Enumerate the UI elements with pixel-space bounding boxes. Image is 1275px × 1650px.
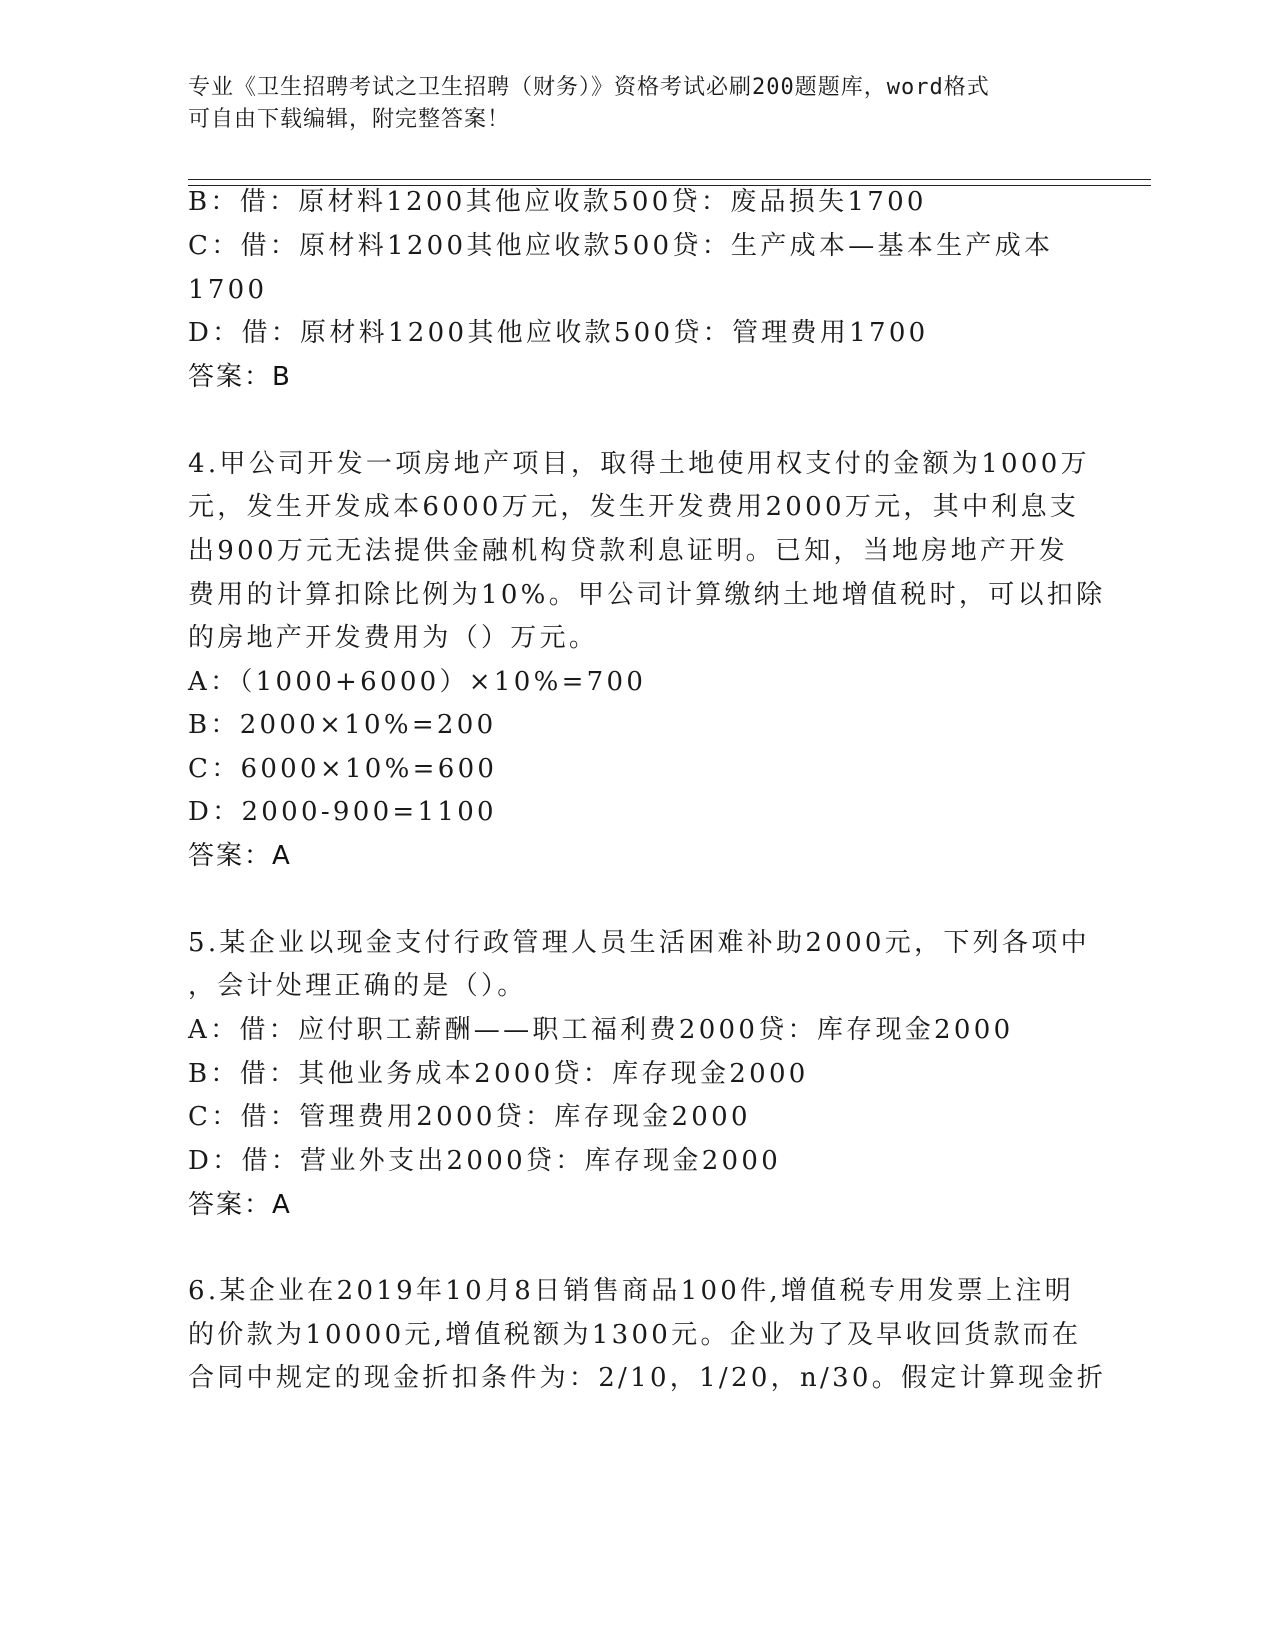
q3-option-c: C：借：原材料1200其他应收款500贷：生产成本—基本生产成本 xyxy=(188,231,1054,261)
q5-option-b: B：借：其他业务成本2000贷：库存现金2000 xyxy=(188,1059,809,1089)
q5-stem-line: ，会计处理正确的是（）。 xyxy=(188,971,527,1001)
q5-option-d: D：借：营业外支出2000贷：库存现金2000 xyxy=(188,1146,782,1176)
header-rule-top xyxy=(188,179,1151,180)
q4-stem-line: 4.甲公司开发一项房地产项目，取得土地使用权支付的金额为1000万 xyxy=(188,449,1090,479)
q4-option-c: C：6000×10%=600 xyxy=(188,754,498,784)
q3-option-d: D：借：原材料1200其他应收款500贷：管理费用1700 xyxy=(188,318,929,348)
header-line-2: 可自由下载编辑，附完整答案！ xyxy=(188,107,511,132)
q3-answer: 答案：B xyxy=(188,362,292,392)
q5-answer: 答案：A xyxy=(188,1190,292,1220)
header-line-1: 专业《卫生招聘考试之卫生招聘（财务）》资格考试必刷200题题库，word格式 xyxy=(188,75,990,100)
q5-stem-line: 5.某企业以现金支付行政管理人员生活困难补助2000元，下列各项中 xyxy=(188,928,1090,958)
q5-option-c: C：借：管理费用2000贷：库存现金2000 xyxy=(188,1102,751,1132)
q3-option-c-continued: 1700 xyxy=(188,275,268,305)
q3-option-b: B：借：原材料1200其他应收款500贷：废品损失1700 xyxy=(188,187,927,217)
q4-stem-line: 出900万元无法提供金融机构贷款利息证明。已知，当地房地产开发 xyxy=(188,536,1068,566)
q4-option-d: D：2000-900=1100 xyxy=(188,797,497,827)
q4-answer: 答案：A xyxy=(188,841,292,871)
q4-option-a: A：（1000+6000）×10%=700 xyxy=(188,667,647,697)
q6-stem-line: 6.某企业在2019年10月8日销售商品100件,增值税专用发票上注明 xyxy=(188,1276,1074,1306)
q4-stem-line: 费用的计算扣除比例为10%。甲公司计算缴纳土地增值税时，可以扣除 xyxy=(188,580,1106,610)
q4-option-b: B：2000×10%=200 xyxy=(188,710,497,740)
q6-stem-line: 的价款为10000元,增值税额为1300元。企业为了及早收回货款而在 xyxy=(188,1320,1082,1350)
q4-stem-line: 元，发生开发成本6000万元，发生开发费用2000万元，其中利息支 xyxy=(188,492,1080,522)
q5-option-a: A：借：应付职工薪酬——职工福利费2000贷：库存现金2000 xyxy=(188,1015,1014,1045)
document-header xyxy=(188,72,1068,136)
q6-stem-line: 合同中规定的现金折扣条件为：2/10，1/20，n/30。假定计算现金折 xyxy=(188,1363,1107,1393)
q4-stem-line: 的房地产开发费用为（）万元。 xyxy=(188,623,599,653)
